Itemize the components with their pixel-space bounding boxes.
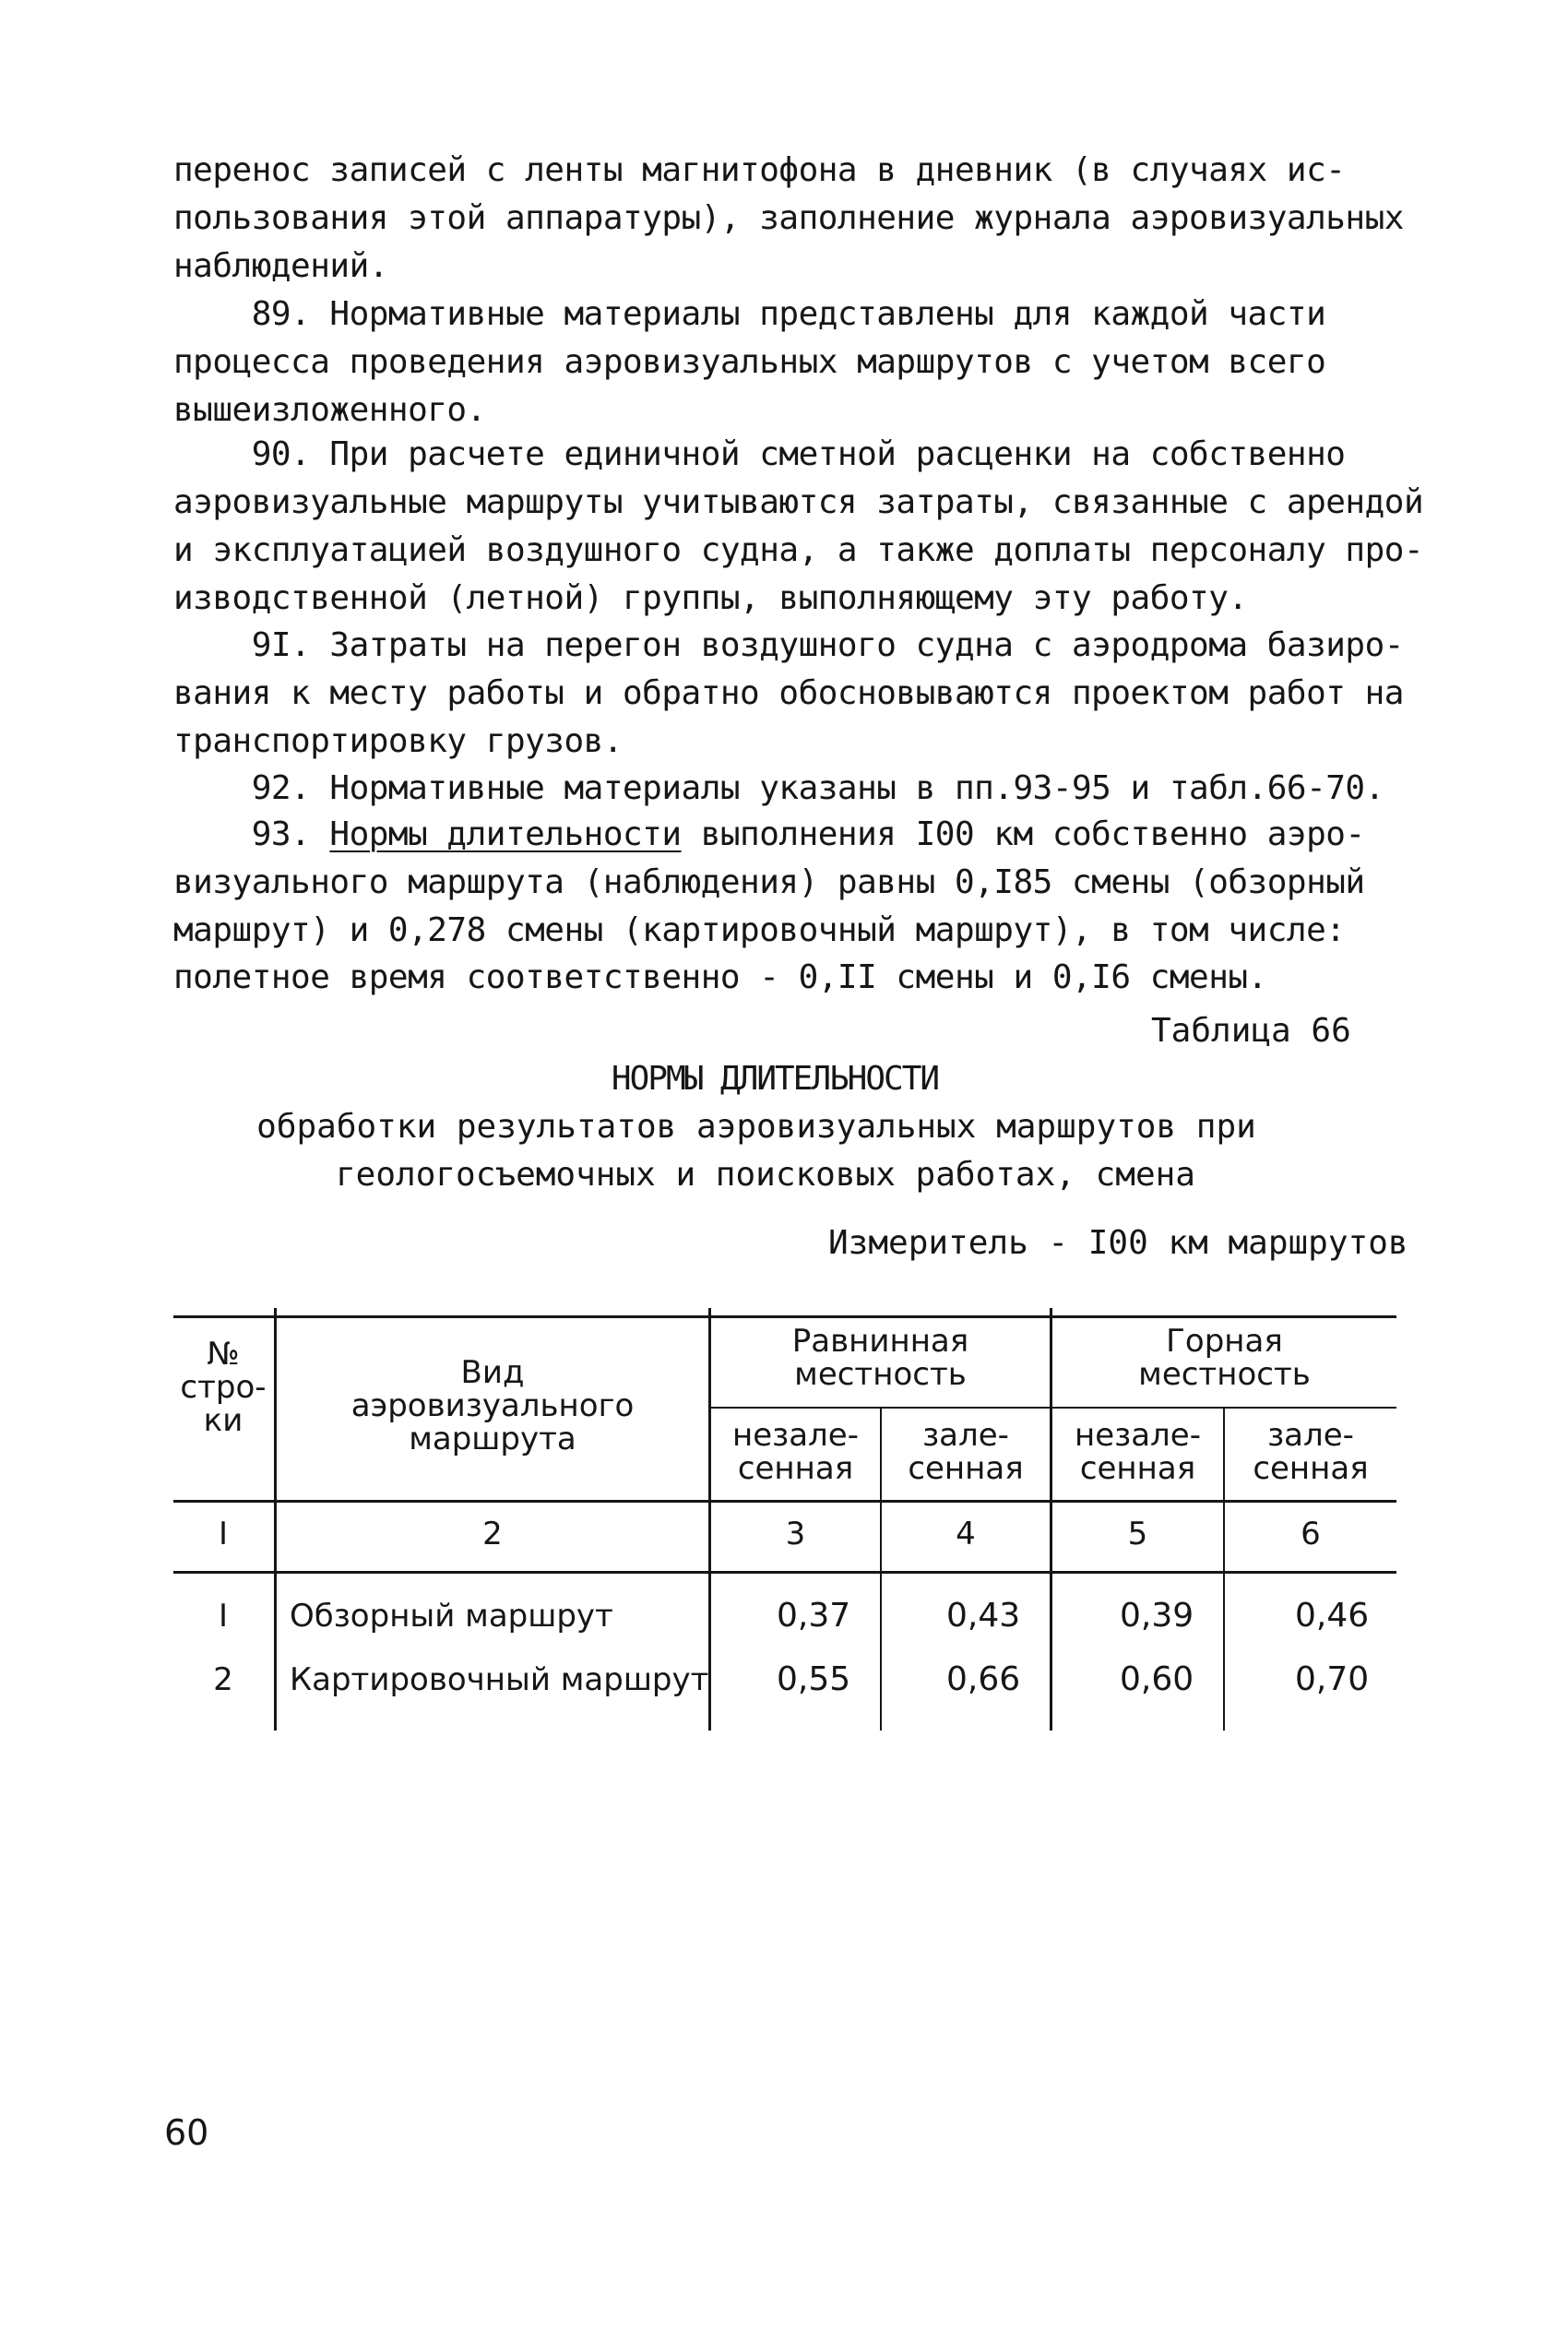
cell-value: 0,43 (946, 1597, 1021, 1635)
text-line (173, 812, 1409, 858)
cell-value: 0,70 (1295, 1660, 1370, 1698)
text-line: полетное время соответственно - 0,II смены и 0,I6 смены. (173, 958, 1267, 996)
column-number: 4 (956, 1516, 976, 1552)
table-subtitle: геологосъемочных и поисковых работах, смена (336, 1156, 1195, 1194)
text-line: наблюдений. (173, 247, 388, 285)
header-swampy: зале- сенная (1253, 1417, 1369, 1487)
text-line: 89. Нормативные материалы представлены для каждой части (173, 295, 1326, 333)
text-line: процесса проведения аэровизуальных маршрутов с учетом всего (173, 343, 1326, 381)
header-route-type: Вид аэровизуального маршрута (350, 1354, 635, 1457)
table-rule (173, 1315, 1396, 1318)
header-non-swampy: незале- сенная (732, 1417, 859, 1487)
page-number: 60 (164, 2112, 209, 2153)
header-non-swampy: незале- сенная (1075, 1417, 1201, 1487)
text-line: вания к месту работы и обратно обосновываются проектом работ на (173, 674, 1404, 712)
text-line: 92. Нормативные материалы указаны в пп.93-95 и табл.66-70. (173, 769, 1384, 807)
cell-value: 0,60 (1120, 1660, 1194, 1698)
column-number: 3 (785, 1516, 806, 1552)
text-line: 90. При расчете единичной сметной расценки на собственно (173, 435, 1346, 473)
cell-value: 0,39 (1120, 1597, 1194, 1635)
row-route-name: Картировочный маршрут (290, 1661, 709, 1698)
text-line: 9I. Затраты на перегон воздушного судна с аэродрома базиро- (173, 626, 1404, 664)
cell-value: 0,46 (1295, 1597, 1370, 1635)
table-unit: Измеритель - I00 км маршрутов (828, 1224, 1408, 1262)
text-line: перенос записей с ленты магнитофона в дневник (в случаях ис- (173, 151, 1346, 189)
text-fragment: 93. (173, 815, 330, 853)
header-swampy: зале- сенная (908, 1417, 1024, 1487)
column-number: 5 (1127, 1516, 1148, 1552)
header-row-number: № стро- ки (180, 1336, 267, 1439)
table-rule (708, 1407, 1396, 1409)
text-fragment: выполнения I00 км собственно аэро- (681, 815, 1365, 853)
table-subtitle: обработки результатов аэровизуальных маршрутов при (256, 1108, 1256, 1146)
header-mountain-terrain: Горная местность (1138, 1323, 1311, 1393)
cell-value: 0,37 (777, 1597, 851, 1635)
cell-value: 0,66 (946, 1660, 1021, 1698)
table-label: Таблица 66 (1151, 1012, 1351, 1050)
text-line: визуального маршрута (наблюдения) равны 0,I85 смены (обзорный (173, 863, 1365, 901)
text-line: транспортировку грузов. (173, 722, 623, 760)
text-line: вышеизложенного. (173, 391, 486, 429)
cell-value: 0,55 (777, 1660, 851, 1698)
column-number: 2 (482, 1516, 503, 1552)
table-rule (173, 1571, 1396, 1574)
text-line: изводственной (летной) группы, выполняющему эту работу. (173, 579, 1248, 617)
table-rule (173, 1500, 1396, 1503)
text-line: пользования этой аппаратуры), заполнение журнала аэровизуальных (173, 199, 1404, 237)
column-number: 6 (1301, 1516, 1321, 1552)
text-line: и эксплуатацией воздушного судна, а также доплаты персоналу про- (173, 531, 1424, 569)
header-plain-terrain: Равнинная местность (791, 1323, 969, 1393)
table-title: НОРМЫ ДЛИТЕЛЬНОСТИ (611, 1060, 939, 1098)
underlined-term: Нормы длительности (329, 815, 682, 853)
text-line: маршрут) и 0,278 смены (картировочный маршрут), в том числе: (173, 911, 1346, 949)
row-number: I (218, 1598, 229, 1635)
text-line: аэровизуальные маршруты учитываются затраты, связанные с арендой (173, 483, 1424, 521)
row-number: 2 (213, 1661, 233, 1698)
column-number: I (218, 1516, 229, 1552)
row-route-name: Обзорный маршрут (290, 1598, 613, 1635)
